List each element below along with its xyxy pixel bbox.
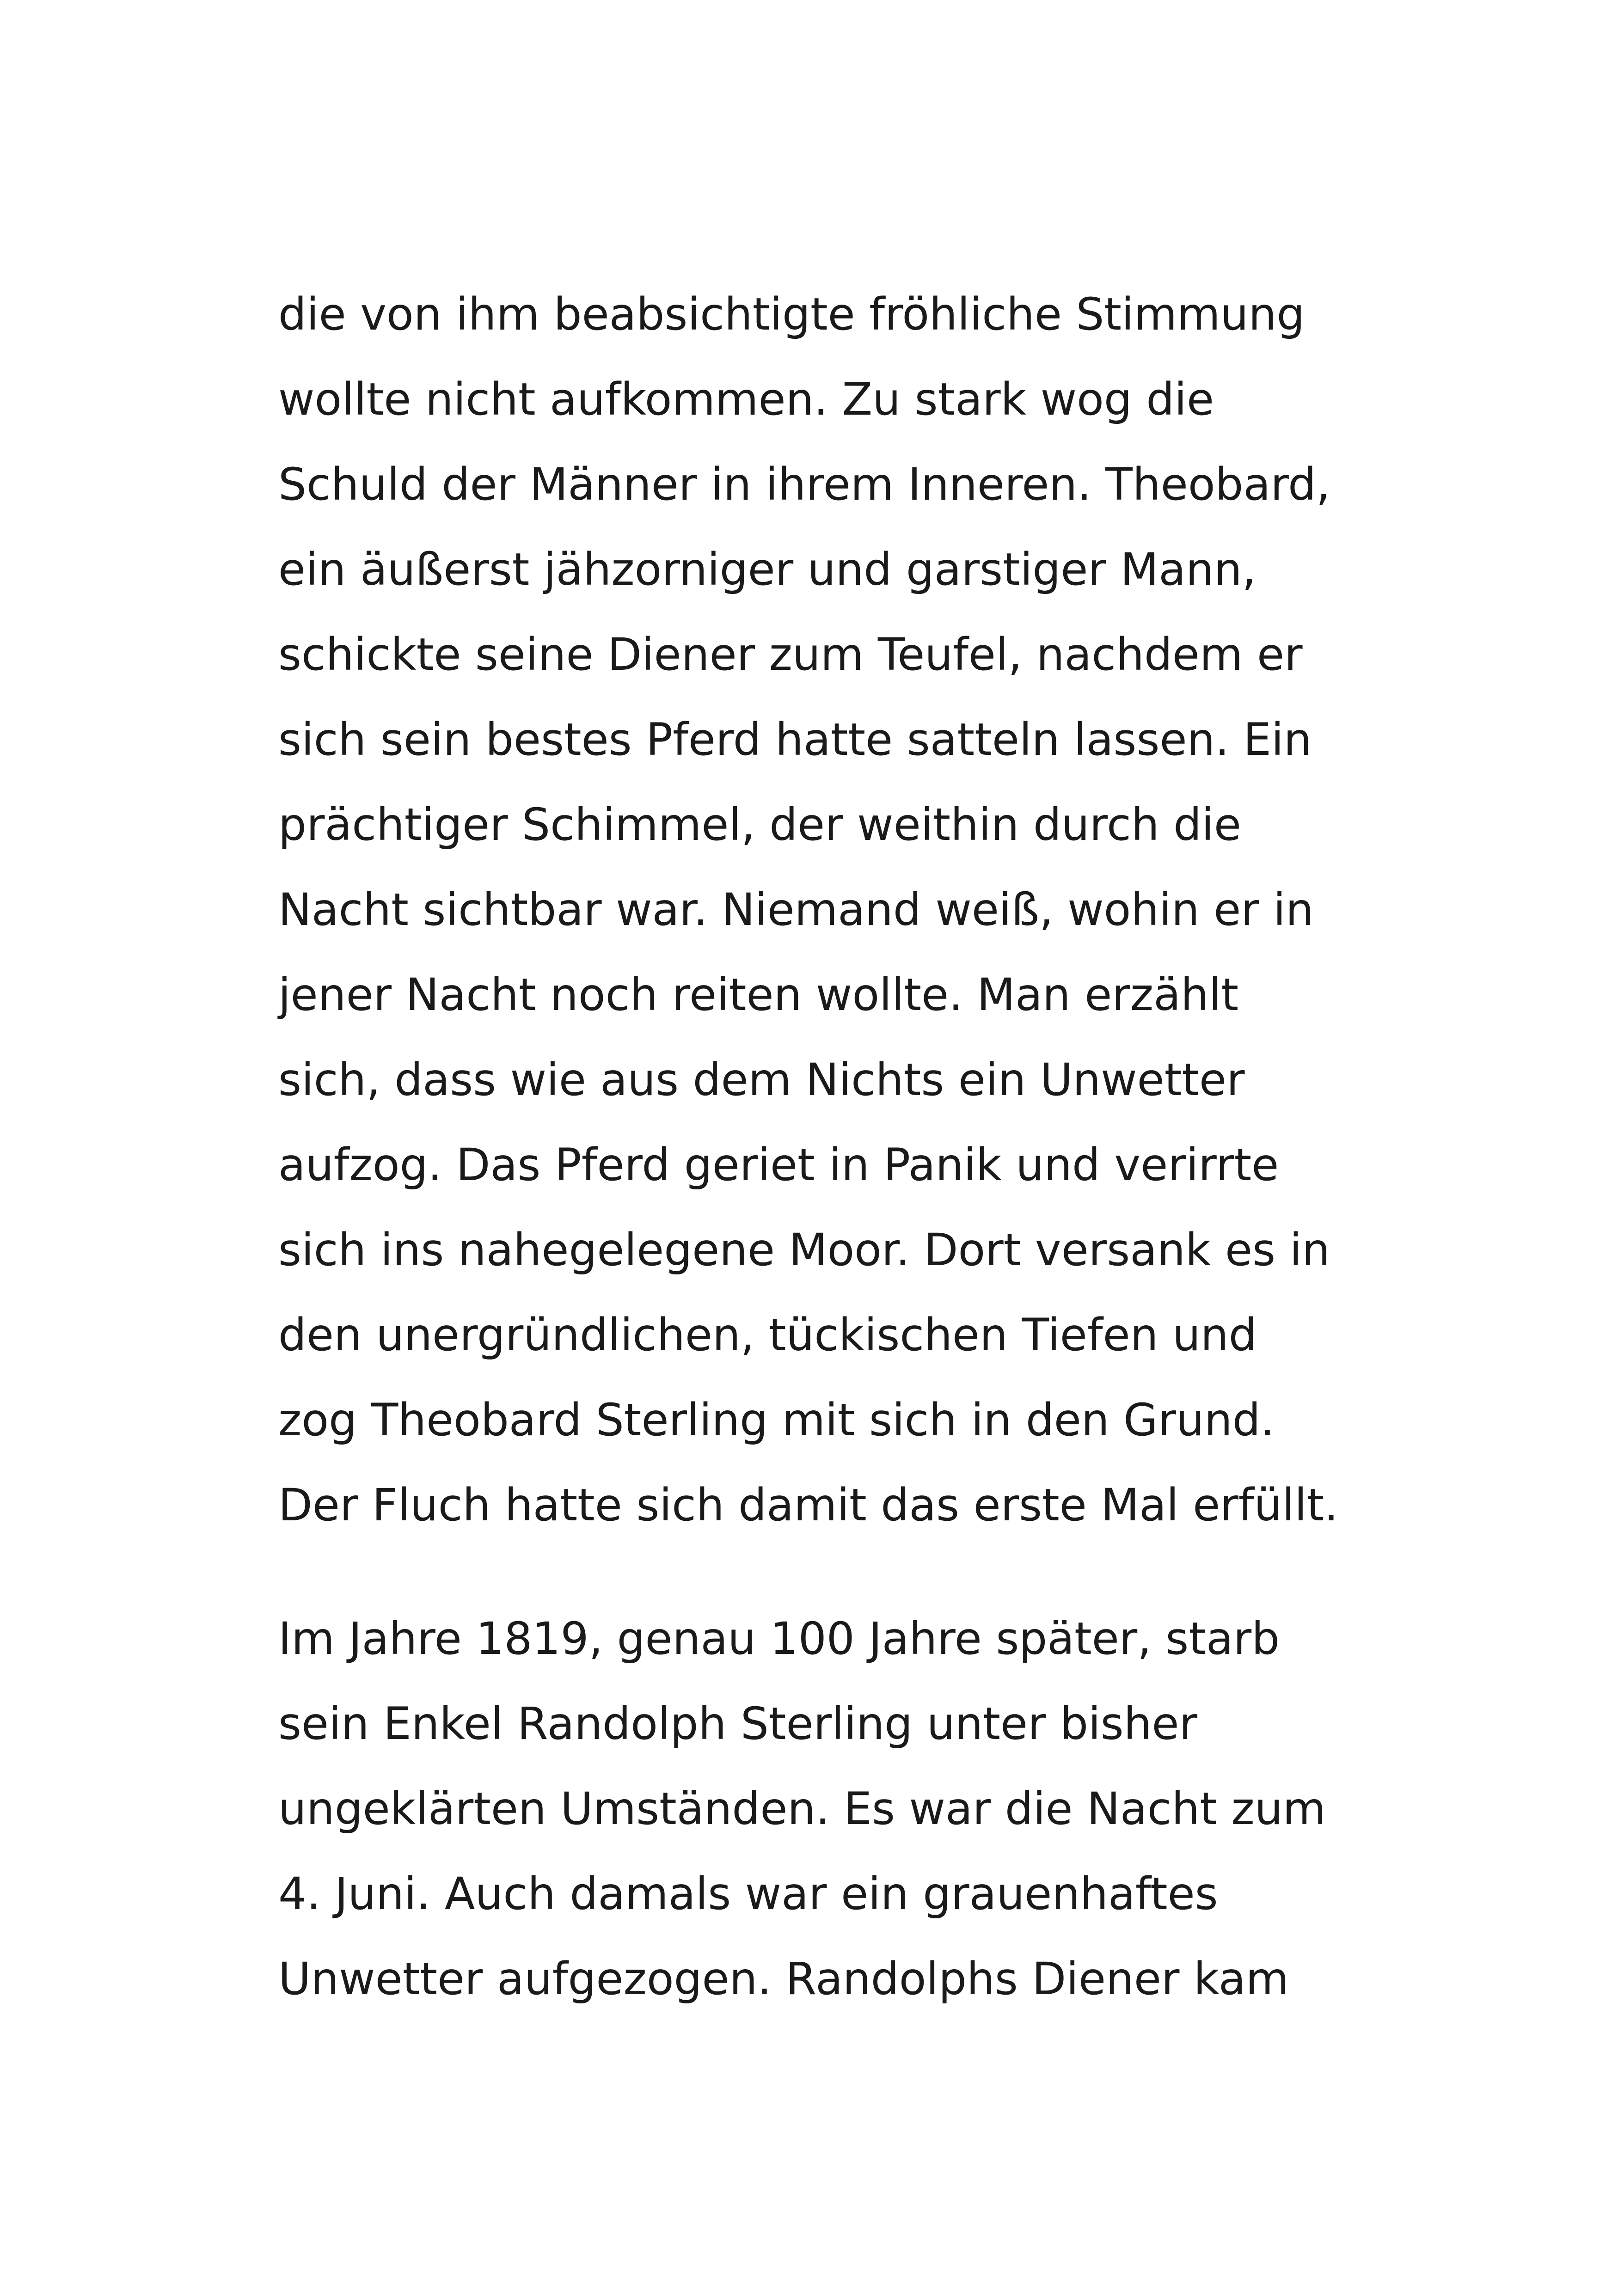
text-line: den unergründlichen, tückischen Tiefen und [278, 1309, 1257, 1361]
text-line: sich ins nahegelegene Moor. Dort versank es in [278, 1224, 1330, 1276]
paragraph-2 [278, 1611, 1388, 2036]
text-line: sein Enkel Randolph Sterling unter bisher [278, 1698, 1198, 1750]
text-line: aufzog. Das Pferd geriet in Panik und verirrte [278, 1139, 1279, 1191]
text-line: die von ihm beabsichtigte fröhliche Stimmung [278, 288, 1305, 340]
text-line: prächtiger Schimmel, der weithin durch die [278, 799, 1241, 851]
text-line: schickte seine Diener zum Teufel, nachdem er [278, 629, 1303, 680]
text-line: ungeklärten Umständen. Es war die Nacht zum [278, 1783, 1326, 1835]
text-line: Der Fluch hatte sich damit das erste Mal erfüllt. [278, 1479, 1338, 1531]
text-line: zog Theobard Sterling mit sich in den Grund. [278, 1394, 1275, 1446]
text-line: sich sein bestes Pferd hatte satteln lassen. Ein [278, 714, 1312, 765]
text-line: sich, dass wie aus dem Nichts ein Unwetter [278, 1054, 1245, 1106]
text-line: 4. Juni. Auch damals war ein grauenhaftes [278, 1868, 1218, 1920]
text-line: wollte nicht aufkommen. Zu stark wog die [278, 373, 1214, 425]
paragraph-1 [278, 287, 1388, 1562]
text-line: Unwetter aufgezogen. Randolphs Diener kam [278, 1953, 1289, 2005]
text-line: ein äußerst jähzorniger und garstiger Mann, [278, 544, 1256, 595]
text-line: jener Nacht noch reiten wollte. Man erzählt [278, 969, 1239, 1021]
text-line: Schuld der Männer in ihrem Inneren. Theobard, [278, 459, 1330, 510]
text-line: Im Jahre 1819, genau 100 Jahre später, starb [278, 1613, 1280, 1665]
text-line: Nacht sichtbar war. Niemand weiß, wohin er in [278, 884, 1314, 936]
